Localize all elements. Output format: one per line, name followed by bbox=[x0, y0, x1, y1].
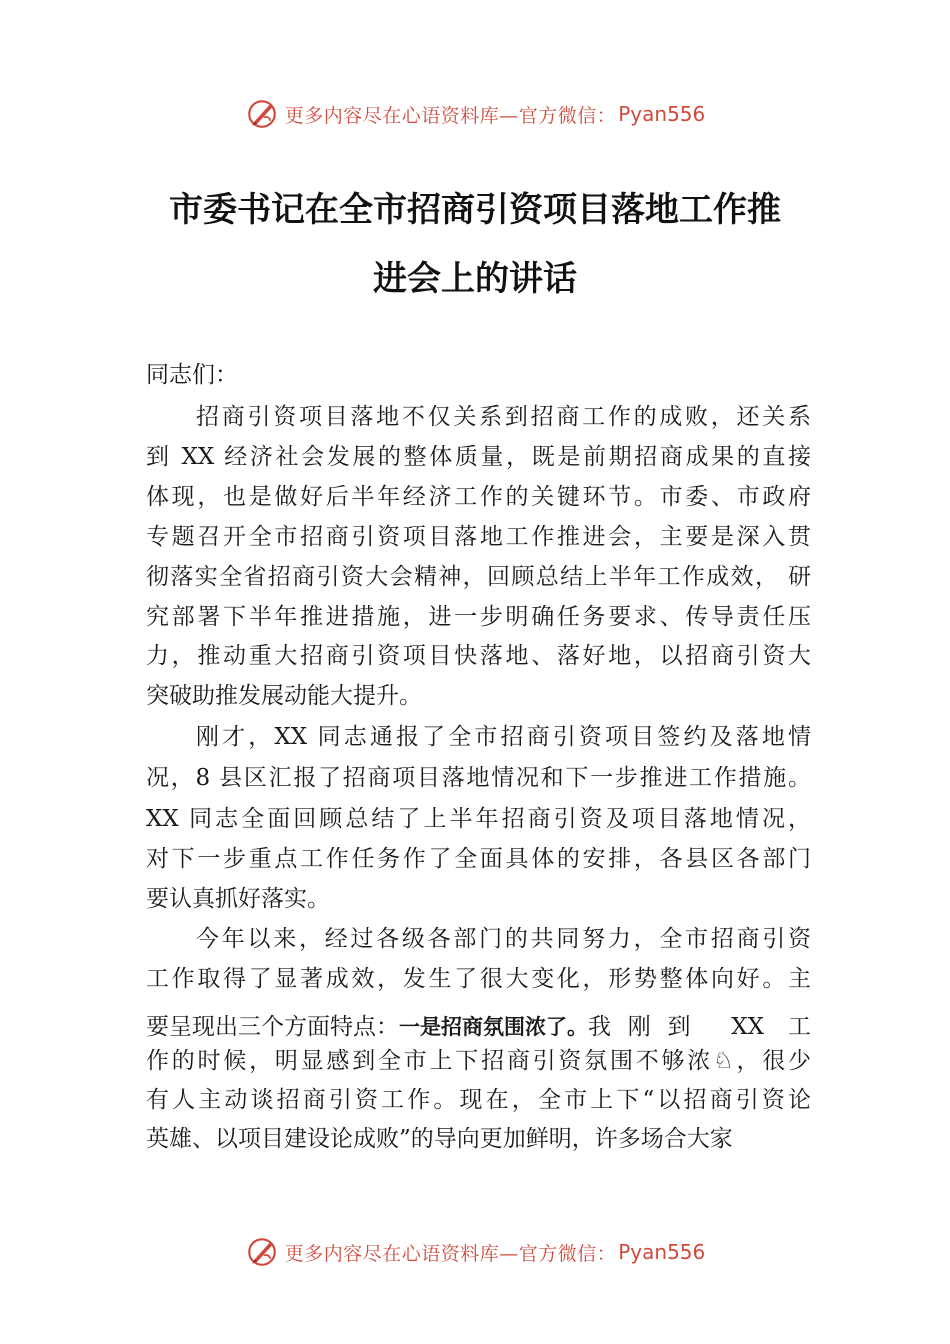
body-line: 刚才，XX 同志通报了全市招商引资项目签约及落地情 bbox=[196, 724, 811, 750]
mixed-text-after: 我刚到 XX 工 bbox=[588, 1014, 811, 1040]
body-line: 作的时候，明显感到全市上下招商引资氛围不够浓♘，很少 bbox=[146, 1048, 811, 1074]
watermark-wechat-id: Pyan556 bbox=[618, 102, 706, 126]
body-line: 要认真抓好落实。 bbox=[146, 886, 330, 912]
body-line: 体现，也是做好后半年经济工作的关键环节。市委、市政府 bbox=[146, 484, 811, 510]
body-line: 英雄、以项目建设论成败”的导向更加鲜明，许多场合大家 bbox=[146, 1126, 733, 1152]
body-line: 专题召开全市招商引资项目落地工作推进会，主要是深入贯 bbox=[146, 524, 811, 550]
pen-logo-icon bbox=[245, 1235, 279, 1269]
watermark-text: 更多内容尽在心语资料库—官方微信： bbox=[284, 1242, 617, 1265]
body-line: 况，8 县区汇报了招商项目落地情况和下一步推进工作措施。 bbox=[146, 765, 811, 791]
body-line: 力，推动重大招商引资项目快落地、落好地，以招商引资大 bbox=[146, 643, 811, 669]
highlight-point-one: 一是招商氛围浓了。 bbox=[399, 1015, 588, 1039]
body-line: 究部署下半年推进措施，进一步明确任务要求、传导责任压 bbox=[146, 604, 811, 630]
header-watermark bbox=[0, 94, 950, 134]
watermark-wechat-id: Pyan556 bbox=[618, 1240, 706, 1264]
body-line: 有人主动谈招商引资工作。现在，全市上下“以招商引资论 bbox=[146, 1087, 811, 1113]
body-line: 彻落实全省招商引资大会精神，回顾总结上半年工作成效， 研 bbox=[146, 564, 811, 590]
body-line: 到 XX 经济社会发展的整体质量，既是前期招商成果的直接 bbox=[146, 444, 811, 470]
footer-watermark bbox=[0, 1232, 950, 1272]
salutation: 同志们： bbox=[146, 362, 238, 388]
watermark-text: 更多内容尽在心语资料库—官方微信： bbox=[284, 104, 617, 127]
body-line: 对下一步重点工作任务作了全面具体的安排，各县区各部门 bbox=[146, 846, 811, 872]
mixed-text-before: 要呈现出三个方面特点： bbox=[146, 1014, 399, 1040]
body-line: 招商引资项目落地不仅关系到招商工作的成败，还关系 bbox=[196, 404, 811, 430]
body-line: 工作取得了显著成效，发生了很大变化，形势整体向好。主 bbox=[146, 966, 811, 992]
pen-logo-icon bbox=[245, 97, 279, 131]
body-line: XX 同志全面回顾总结了上半年招商引资及项目落地情况， bbox=[146, 806, 811, 832]
body-line: 突破助推发展动能大提升。 bbox=[146, 683, 422, 709]
document-title-line-1: 市委书记在全市招商引资项目落地工作推 bbox=[169, 190, 781, 230]
document-title-line-2: 进会上的讲话 bbox=[373, 259, 577, 299]
body-line-mixed bbox=[146, 1013, 811, 1041]
body-line: 今年以来，经过各级各部门的共同努力，全市招商引资 bbox=[196, 926, 811, 952]
